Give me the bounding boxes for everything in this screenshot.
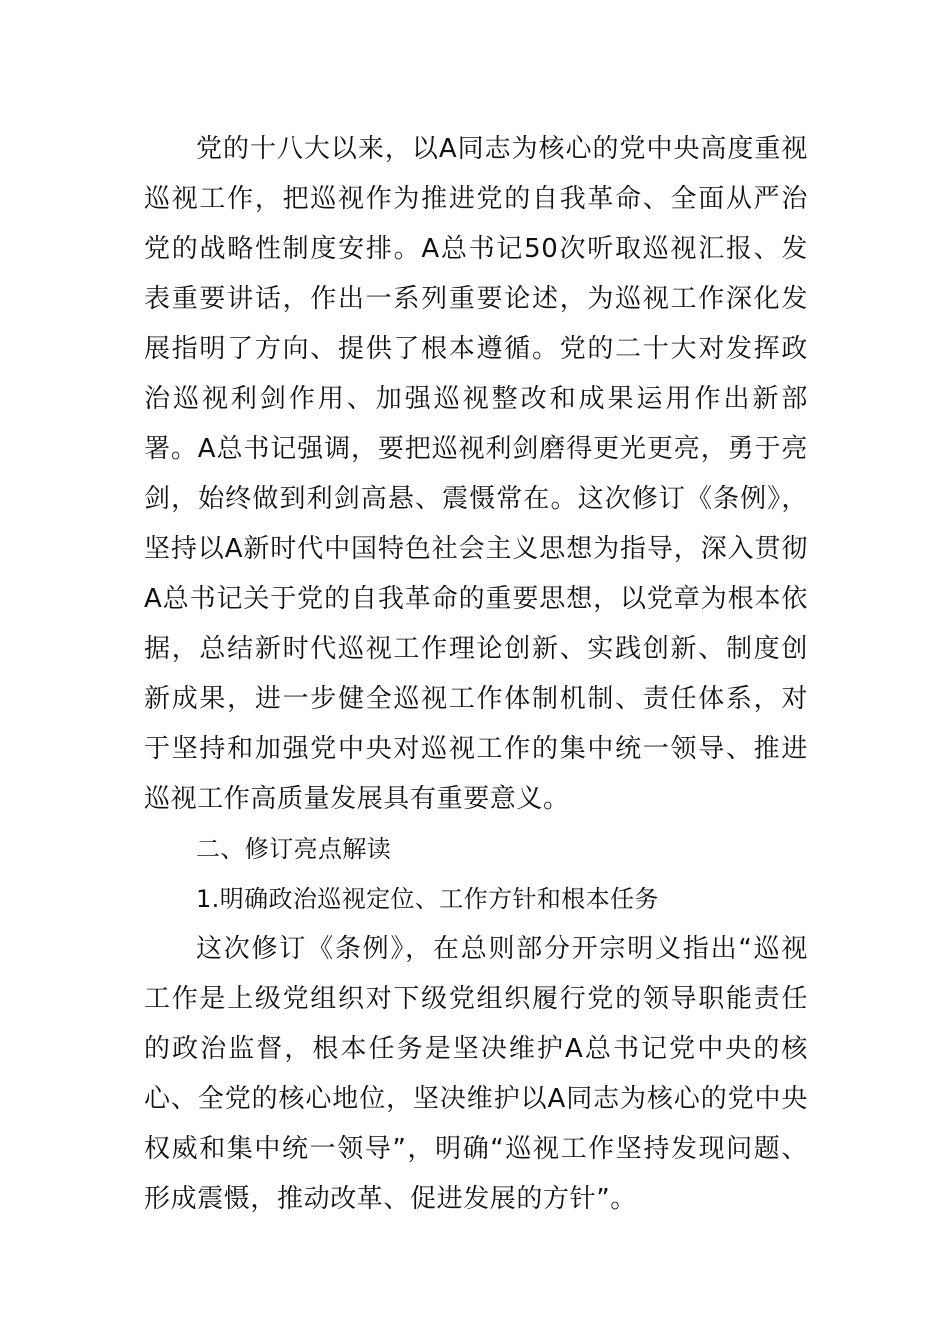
subheading-political-inspection: 1.明确政治巡视定位、工作方针和根本任务 — [196, 885, 659, 913]
document-body — [144, 124, 808, 1224]
section-heading: 二、修订亮点解读 — [196, 835, 392, 863]
paragraph-intro: 党的十八大以来，以A同志为核心的党中央高度重视巡视工作，把巡视作为推进党的自我革命、全面从严治党的战略性制度安排。A总书记50次听取巡视汇报、发表重要讲话，作出一系列重要论述，为巡视工作深化发展指明了方向、提供了根本遵循。党的二十大对发挥政治巡视利剑作用、加强巡视整改和成果运用作出新部署。A总书记强调，要把巡视利剑磨得更光更亮，勇于亮剑，始终做到利剑高悬、震慑常在。这次修订《条例》，坚持以A新时代中国特色社会主义思想为指导，深入贯彻A总书记关于党的自我革命的重要思想，以党章为根本依据，总结新时代巡视工作理论创新、实践创新、制度创新成果，进一步健全巡视工作体制机制、责任体系，对于坚持和加强党中央对巡视工作的集中统一领导、推进巡视工作高质量发展具有重要意义。 — [144, 134, 808, 814]
paragraph-revision: 这次修订《条例》，在总则部分开宗明义指出“巡视工作是上级党组织对下级党组织履行党的领导职能责任的政治监督，根本任务是坚决维护A总书记党中央的核心、全党的核心地位，坚决维护以A同志为核心的党中央权威和集中统一领导”，明确“巡视工作坚持发现问题、形成震慑，推动改革、促进发展的方针”。 — [144, 934, 808, 1214]
